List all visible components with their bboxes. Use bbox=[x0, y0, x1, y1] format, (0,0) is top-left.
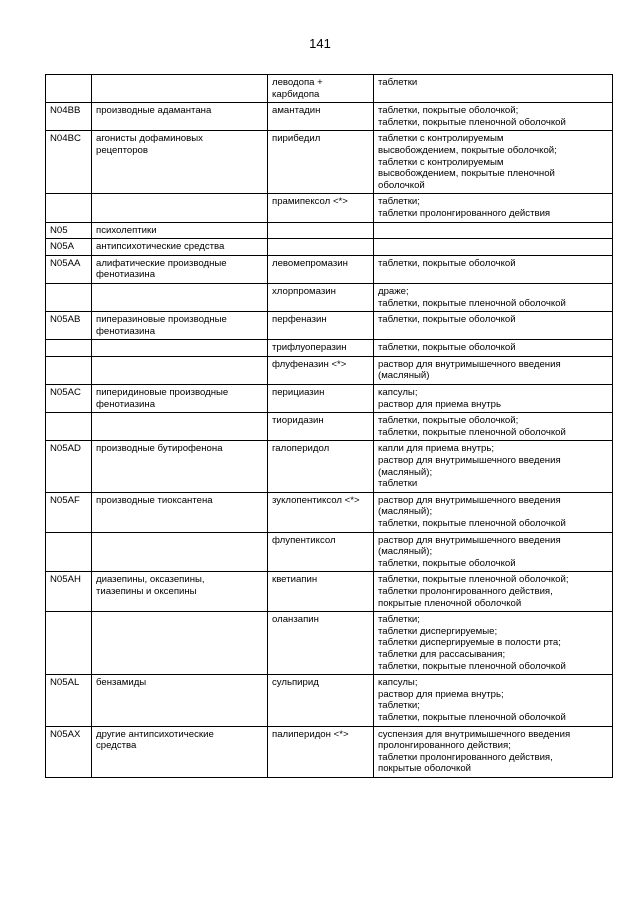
atc-code-cell: N04BC bbox=[46, 131, 92, 194]
dosage-form-cell: капсулы; раствор для приема внутрь; таблетки; таблетки, покрытые пленочной оболочкой bbox=[374, 675, 613, 726]
dosage-form-cell: таблетки bbox=[374, 75, 613, 103]
table-row bbox=[46, 194, 613, 222]
drug-name-cell: сульпирид bbox=[268, 675, 374, 726]
dosage-form-cell: капсулы; раствор для приема внутрь bbox=[374, 385, 613, 413]
atc-code-cell: N04BB bbox=[46, 103, 92, 131]
dosage-form-cell: суспензия для внутримышечного введения пролонгированного действия; таблетки пролонгированного действия, покрытые оболочкой bbox=[374, 726, 613, 777]
pharmacological-group-cell bbox=[92, 75, 268, 103]
drug-name-cell: флуфеназин <*> bbox=[268, 356, 374, 384]
page-number: 141 bbox=[309, 36, 331, 51]
pharmacological-group-cell: производные адамантана bbox=[92, 103, 268, 131]
atc-code-cell bbox=[46, 340, 92, 357]
pharmacological-group-cell bbox=[92, 356, 268, 384]
drug-name-cell: леводопа + карбидопа bbox=[268, 75, 374, 103]
dosage-form-cell: таблетки; таблетки диспергируемые; таблетки диспергируемые в полости рта; таблетки для рассасывания; таблетки, покрытые пленочной оболочкой bbox=[374, 612, 613, 675]
pharmacological-group-cell: бензамиды bbox=[92, 675, 268, 726]
drug-name-cell bbox=[268, 239, 374, 256]
pharmacological-group-cell: агонисты дофаминовых рецепторов bbox=[92, 131, 268, 194]
table-row bbox=[46, 675, 613, 726]
atc-code-cell bbox=[46, 413, 92, 441]
table-row bbox=[46, 385, 613, 413]
drug-name-cell: прамипексол <*> bbox=[268, 194, 374, 222]
drug-name-cell: хлорпромазин bbox=[268, 283, 374, 311]
pharmacological-group-cell: психолептики bbox=[92, 222, 268, 239]
atc-code-cell bbox=[46, 612, 92, 675]
pharmacological-group-cell bbox=[92, 340, 268, 357]
dosage-form-cell: таблетки; таблетки пролонгированного действия bbox=[374, 194, 613, 222]
dosage-form-cell: капли для приема внутрь; раствор для внутримышечного введения (масляный); таблетки bbox=[374, 441, 613, 492]
atc-code-cell: N05AB bbox=[46, 312, 92, 340]
atc-code-cell: N05 bbox=[46, 222, 92, 239]
table-row bbox=[46, 356, 613, 384]
drug-name-cell: кветиапин bbox=[268, 572, 374, 612]
dosage-form-cell: раствор для внутримышечного введения (масляный); таблетки, покрытые пленочной оболочкой bbox=[374, 492, 613, 532]
atc-code-cell: N05AA bbox=[46, 255, 92, 283]
pharmacological-group-cell bbox=[92, 194, 268, 222]
table-row bbox=[46, 239, 613, 256]
atc-code-cell: N05AH bbox=[46, 572, 92, 612]
dosage-form-cell: таблетки с контролируемым высвобождением, покрытые оболочкой; таблетки с контролируемым высвобождением, покрытые пленочной оболочкой bbox=[374, 131, 613, 194]
table-row bbox=[46, 726, 613, 777]
atc-code-cell: N05AX bbox=[46, 726, 92, 777]
pharmacological-group-cell: производные тиоксантена bbox=[92, 492, 268, 532]
table-row bbox=[46, 572, 613, 612]
drug-name-cell: оланзапин bbox=[268, 612, 374, 675]
dosage-form-cell bbox=[374, 222, 613, 239]
table-row bbox=[46, 532, 613, 572]
pharmacological-group-cell bbox=[92, 413, 268, 441]
drug-name-cell: тиоридазин bbox=[268, 413, 374, 441]
atc-code-cell: N05A bbox=[46, 239, 92, 256]
dosage-form-cell: таблетки, покрытые оболочкой bbox=[374, 255, 613, 283]
table-row bbox=[46, 340, 613, 357]
table-row bbox=[46, 312, 613, 340]
pharmacological-group-cell: диазепины, оксазепины, тиазепины и оксепины bbox=[92, 572, 268, 612]
atc-code-cell bbox=[46, 75, 92, 103]
pharmacological-group-cell: пиперидиновые производные фенотиазина bbox=[92, 385, 268, 413]
atc-code-cell: N05AL bbox=[46, 675, 92, 726]
dosage-form-cell: таблетки, покрытые пленочной оболочкой; таблетки пролонгированного действия, покрытые пленочной оболочкой bbox=[374, 572, 613, 612]
table-row bbox=[46, 441, 613, 492]
table-row bbox=[46, 222, 613, 239]
table-row bbox=[46, 612, 613, 675]
table-row bbox=[46, 103, 613, 131]
drug-name-cell: палиперидон <*> bbox=[268, 726, 374, 777]
dosage-form-cell: таблетки, покрытые оболочкой bbox=[374, 340, 613, 357]
atc-code-cell bbox=[46, 532, 92, 572]
drug-name-cell: флупентиксол bbox=[268, 532, 374, 572]
table-row bbox=[46, 492, 613, 532]
dosage-form-cell: таблетки, покрытые оболочкой bbox=[374, 312, 613, 340]
pharmacological-group-cell: другие антипсихотические средства bbox=[92, 726, 268, 777]
table-row bbox=[46, 283, 613, 311]
table-row bbox=[46, 131, 613, 194]
drug-name-cell: перициазин bbox=[268, 385, 374, 413]
dosage-form-cell: драже; таблетки, покрытые пленочной оболочкой bbox=[374, 283, 613, 311]
pharmacological-group-cell: антипсихотические средства bbox=[92, 239, 268, 256]
atc-code-cell bbox=[46, 356, 92, 384]
drug-name-cell: зуклопентиксол <*> bbox=[268, 492, 374, 532]
drug-name-cell: амантадин bbox=[268, 103, 374, 131]
table-row bbox=[46, 413, 613, 441]
pharmacological-group-cell: производные бутирофенона bbox=[92, 441, 268, 492]
pharmacological-group-cell bbox=[92, 532, 268, 572]
pharmacological-group-cell bbox=[92, 612, 268, 675]
drug-table bbox=[45, 74, 613, 778]
atc-code-cell bbox=[46, 194, 92, 222]
dosage-form-cell: таблетки, покрытые оболочкой; таблетки, покрытые пленочной оболочкой bbox=[374, 103, 613, 131]
drug-name-cell: левомепромазин bbox=[268, 255, 374, 283]
pharmacological-group-cell: пиперазиновые производные фенотиазина bbox=[92, 312, 268, 340]
table-row bbox=[46, 255, 613, 283]
dosage-form-cell bbox=[374, 239, 613, 256]
drug-name-cell: галоперидол bbox=[268, 441, 374, 492]
atc-code-cell: N05AD bbox=[46, 441, 92, 492]
pharmacological-group-cell: алифатические производные фенотиазина bbox=[92, 255, 268, 283]
drug-name-cell: перфеназин bbox=[268, 312, 374, 340]
atc-code-cell bbox=[46, 283, 92, 311]
dosage-form-cell: раствор для внутримышечного введения (масляный) bbox=[374, 356, 613, 384]
dosage-form-cell: раствор для внутримышечного введения (масляный); таблетки, покрытые оболочкой bbox=[374, 532, 613, 572]
table-body bbox=[46, 75, 613, 778]
atc-code-cell: N05AF bbox=[46, 492, 92, 532]
pharmacological-group-cell bbox=[92, 283, 268, 311]
dosage-form-cell: таблетки, покрытые оболочкой; таблетки, покрытые пленочной оболочкой bbox=[374, 413, 613, 441]
drug-name-cell: трифлуоперазин bbox=[268, 340, 374, 357]
drug-name-cell: пирибедил bbox=[268, 131, 374, 194]
atc-code-cell: N05AC bbox=[46, 385, 92, 413]
table-row bbox=[46, 75, 613, 103]
drug-name-cell bbox=[268, 222, 374, 239]
